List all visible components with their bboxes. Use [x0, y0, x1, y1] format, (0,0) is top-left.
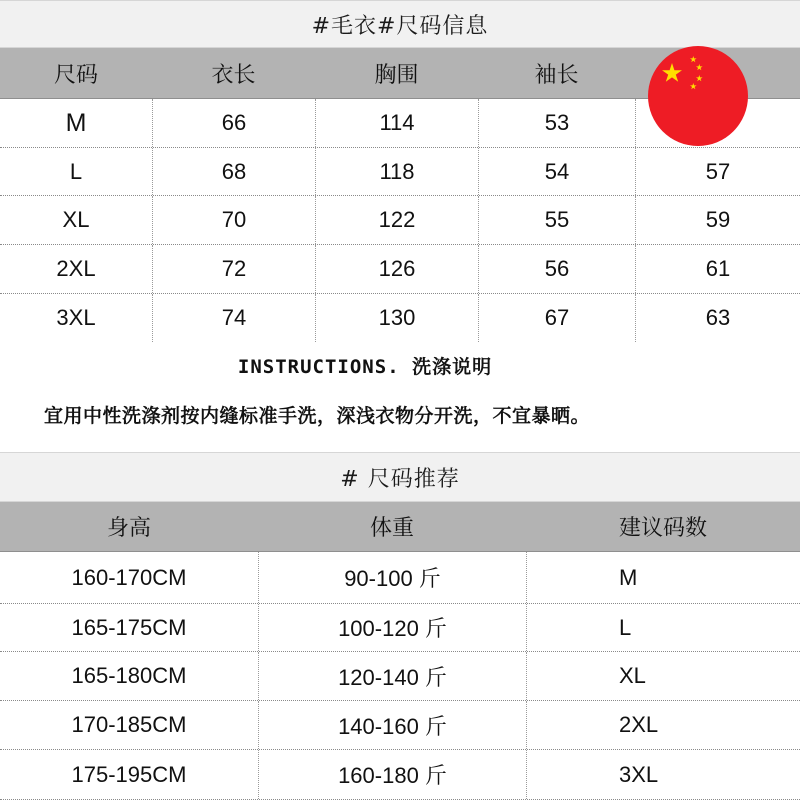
table-row [0, 196, 800, 245]
chest-cell: 130 [315, 294, 478, 342]
weight-cell: 120-140 斤 [258, 652, 526, 700]
chest-cell: 118 [315, 148, 478, 195]
header-chest: 胸围 [374, 61, 419, 87]
sleeve-cell: 54 [478, 148, 635, 195]
height-cell: 175-195CM [71, 761, 187, 787]
weight-cell: 140-160 斤 [258, 701, 526, 749]
sleeve-cell: 53 [478, 99, 635, 147]
length-cell: 74 [152, 294, 315, 342]
table-row [0, 294, 800, 342]
table-row [0, 701, 800, 750]
table-row [0, 652, 800, 701]
size-cell: XL [62, 207, 90, 232]
chest-cell: 122 [315, 196, 478, 244]
sleeve-cell: 55 [478, 196, 635, 244]
length-cell: 72 [152, 245, 315, 293]
sleeve-cell: 67 [478, 294, 635, 342]
size-recommend-header-row [0, 502, 800, 552]
sleeve-cell: 56 [478, 245, 635, 293]
suggested-size-cell: 2XL [526, 701, 800, 749]
height-cell: 160-170CM [71, 564, 187, 590]
shoulder-cell: 57 [635, 148, 800, 195]
header-size: 尺码 [53, 61, 98, 87]
weight-cell: 160-180 斤 [258, 750, 526, 799]
suggested-size-cell: XL [526, 652, 800, 700]
suggested-size-cell: L [526, 604, 800, 651]
chest-cell: 114 [315, 99, 478, 147]
length-cell: 68 [152, 148, 315, 195]
shoulder-cell: 61 [635, 245, 800, 293]
shoulder-cell: 59 [635, 196, 800, 244]
table-row [0, 552, 800, 604]
suggested-size-cell: 3XL [526, 750, 800, 799]
sweater-size-title: #毛衣#尺码信息 [0, 0, 800, 48]
height-cell: 165-180CM [71, 663, 187, 688]
shoulder-cell: 63 [635, 294, 800, 342]
header-weight: 体重 [369, 515, 414, 540]
weight-cell: 100-120 斤 [258, 604, 526, 651]
size-cell: 2XL [56, 256, 96, 281]
header-suggested-size: 建议码数 [618, 515, 707, 540]
weight-cell: 90-100 斤 [258, 552, 526, 603]
chest-cell: 126 [315, 245, 478, 293]
header-length: 衣长 [211, 61, 256, 87]
suggested-size-cell: M [526, 552, 800, 603]
table-row [0, 604, 800, 652]
length-cell: 66 [152, 99, 315, 147]
table-row [0, 148, 800, 196]
length-cell: 70 [152, 196, 315, 244]
size-recommend-title: # 尺码推荐 [0, 452, 800, 502]
header-height: 身高 [106, 515, 151, 540]
size-cell: M [65, 108, 87, 137]
height-cell: 170-185CM [71, 712, 187, 737]
header-sleeve: 袖长 [534, 61, 579, 87]
height-cell: 165-175CM [71, 614, 187, 640]
size-cell: L [69, 158, 83, 184]
instructions-text: 宜用中性洗涤剂按内缝标准手洗，深浅衣物分开洗，不宜暴晒。 [44, 405, 591, 427]
size-cell: 3XL [56, 305, 96, 330]
instructions-title: INSTRUCTIONS. 洗涤说明 [237, 356, 493, 378]
china-flag-icon [648, 46, 748, 146]
table-row [0, 750, 800, 800]
table-row [0, 245, 800, 294]
